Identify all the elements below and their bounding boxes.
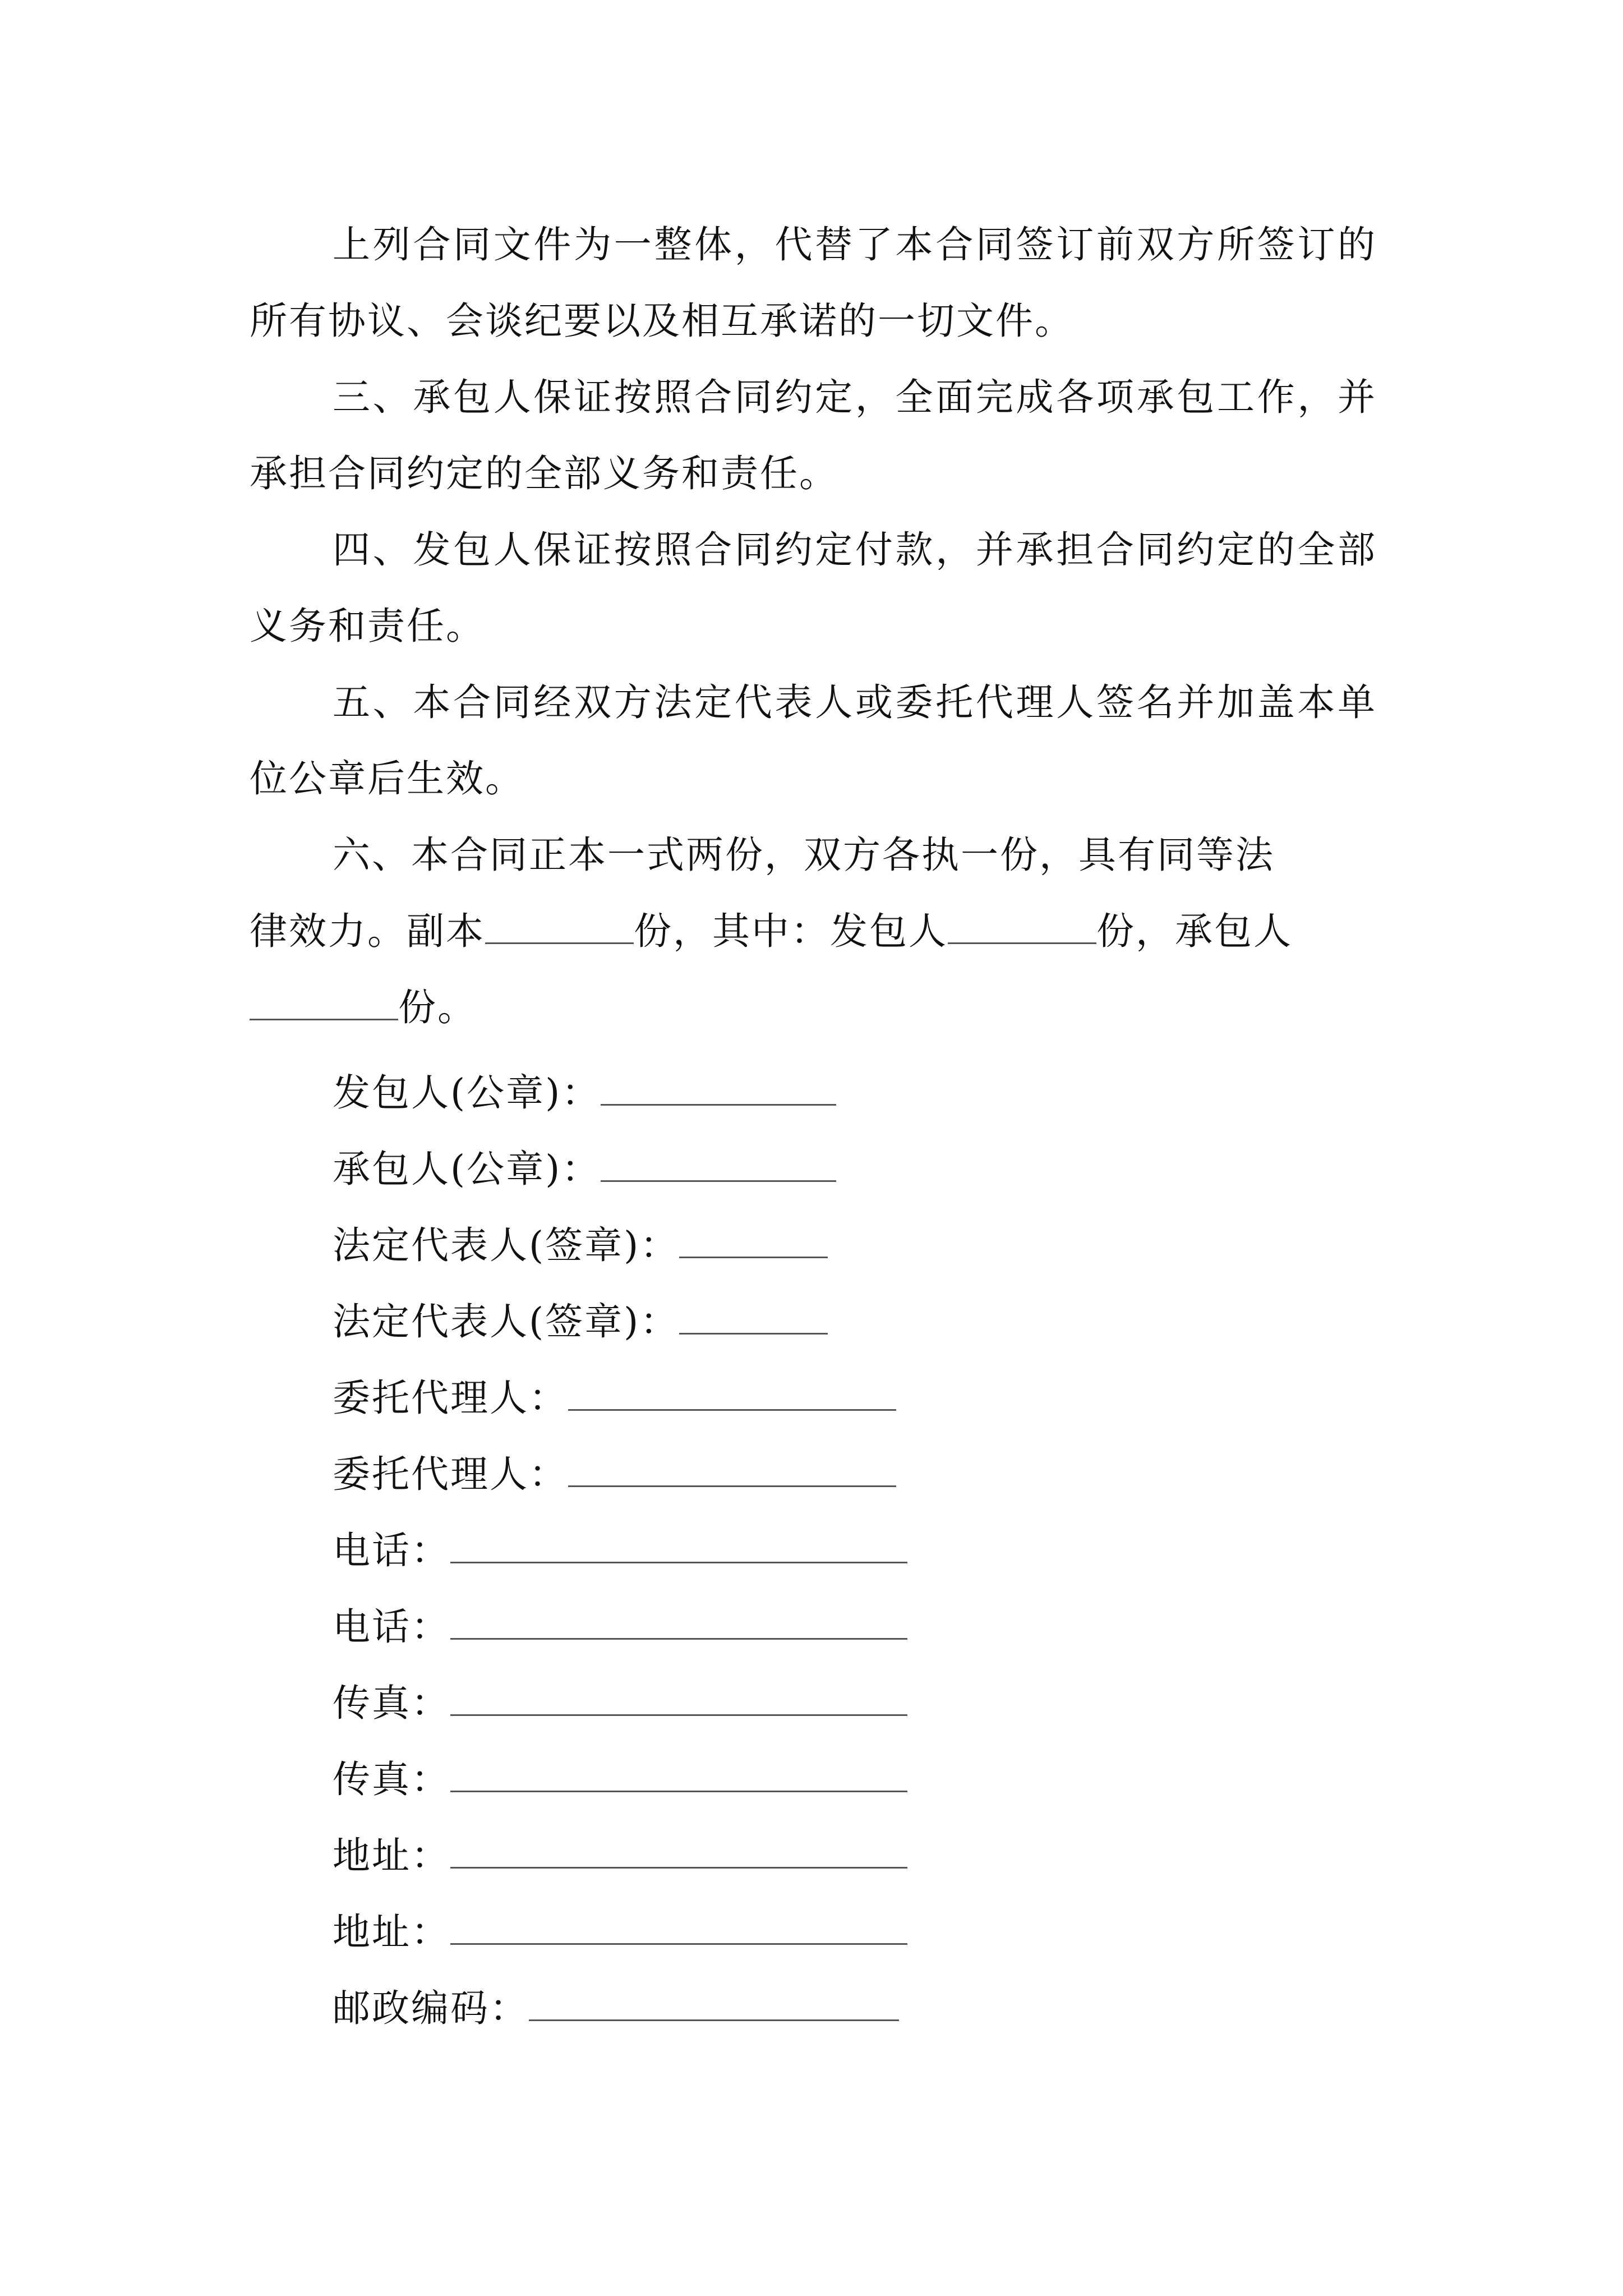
paragraph-clause-6: [250, 817, 1377, 1046]
field-address-2: [333, 1894, 907, 1970]
field-legal-rep-2: [333, 1283, 907, 1360]
signature-line[interactable]: [601, 1067, 836, 1106]
clause-6-line-2: [250, 893, 1377, 969]
signature-line[interactable]: [601, 1143, 836, 1182]
signature-line[interactable]: [450, 1830, 907, 1869]
signature-line[interactable]: [568, 1448, 896, 1487]
signature-line[interactable]: [568, 1372, 896, 1411]
field-postal-code: [333, 1970, 907, 2046]
contractor-copies-blank[interactable]: [250, 978, 398, 1020]
signature-line[interactable]: [450, 1525, 907, 1563]
clause-6-line-3: [250, 969, 1377, 1046]
field-label: 承包人(公章)：: [333, 1147, 601, 1191]
issuer-copies-blank[interactable]: [948, 902, 1096, 944]
signature-line[interactable]: [450, 1754, 907, 1792]
field-issuer-seal: [333, 1055, 907, 1131]
signature-line[interactable]: [450, 1906, 907, 1945]
field-label: 法定代表人(签章)：: [333, 1300, 680, 1343]
paragraph-contract-documents: 上列合同文件为一整体，代替了本合同签订前双方所签订的所有协议、会谈纪要以及相互承诺的一切文件。: [250, 223, 1377, 343]
signature-line[interactable]: [450, 1601, 907, 1640]
paragraph-clause-5: 五、本合同经双方法定代表人或委托代理人签名并加盖本单位公章后生效。: [250, 680, 1377, 800]
signature-line[interactable]: [679, 1296, 828, 1335]
field-phone-2: [333, 1589, 907, 1665]
field-label: 发包人(公章)：: [333, 1071, 601, 1115]
field-label: 地址：: [333, 1834, 450, 1878]
clause-6-text-end: 份。: [398, 986, 477, 1029]
field-label: 电话：: [333, 1529, 450, 1572]
field-address-1: [333, 1818, 907, 1894]
field-fax-1: [333, 1665, 907, 1741]
signature-line[interactable]: [529, 1982, 899, 2021]
field-label: 法定代表人(签章)：: [333, 1223, 680, 1267]
paragraph-clause-3: 三、承包人保证按照合同约定，全面完成各项承包工作，并承担合同约定的全部义务和责任。: [250, 375, 1377, 495]
field-label: 传真：: [333, 1681, 450, 1725]
clause-6-text-contractor: 份，承包人: [1096, 909, 1293, 953]
field-label: 传真：: [333, 1757, 450, 1801]
copies-count-blank[interactable]: [485, 902, 634, 944]
field-label: 委托代理人：: [333, 1376, 568, 1420]
clause-6-text-copies: 律效力。副本: [250, 909, 485, 953]
field-legal-rep-1: [333, 1207, 907, 1283]
signature-line[interactable]: [450, 1677, 907, 1716]
field-label: 电话：: [333, 1605, 450, 1649]
signature-block: [333, 1055, 907, 2046]
field-agent-2: [333, 1436, 907, 1512]
contract-body: [250, 206, 1377, 1046]
field-label: 地址：: [333, 1910, 450, 1954]
field-label: 委托代理人：: [333, 1452, 568, 1496]
field-fax-2: [333, 1741, 907, 1818]
clause-6-text-issuer: 份，其中：发包人: [634, 909, 948, 953]
field-contractor-seal: [333, 1131, 907, 1207]
field-phone-1: [333, 1512, 907, 1589]
signature-line[interactable]: [679, 1220, 828, 1258]
paragraph-clause-4: 四、发包人保证按照合同约定付款，并承担合同约定的全部义务和责任。: [250, 528, 1377, 648]
field-label: 邮政编码：: [333, 1986, 529, 2030]
field-agent-1: [333, 1360, 907, 1436]
clause-6-line-1: 六、本合同正本一式两份，双方各执一份，具有同等法: [333, 833, 1275, 877]
